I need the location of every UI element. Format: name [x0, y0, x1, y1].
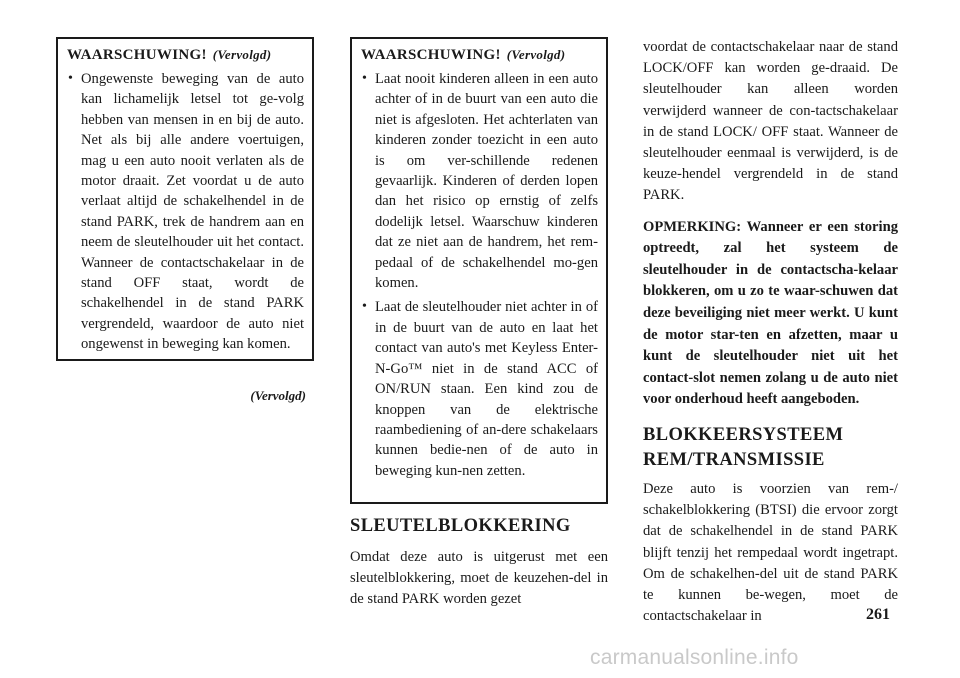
warning-subtitle: (Vervolgd)	[212, 47, 272, 62]
warning-box-1	[56, 37, 314, 361]
bullet-icon: •	[362, 71, 367, 86]
heading-line-1: BLOKKEERSYSTEEM	[643, 424, 844, 445]
warning-title	[361, 45, 598, 65]
warning-bullet-text: Laat de sleutelhouder niet achter in of in de buurt van de auto en laat het contact van auto's met Keyless Enter-N-Go™ niet in de stand ACC of ON/RUN staan. Een kind zou de knoppen van de elektrische raambediening of an-dere schakelaars kunnen bedie-nen of de auto in beweging kun-nen zetten.	[375, 299, 598, 479]
heading-line-2: REM/TRANSMISSIE	[643, 449, 825, 470]
warning-subtitle: (Vervolgd)	[506, 47, 566, 62]
note-paragraph: OPMERKING: Wanneer er een storing optreedt, zal het systeem de sleutelhouder in de contactscha-kelaar blokkeren, om u zo te waar-schuwen dat deze beveiliging niet meer werkt. U kunt de motor star-ten en afzetten, maar u kunt de sleutelhouder niet uit het contact-slot nemen zolang u de auto niet voor onderhoud heeft aangeboden.	[643, 218, 898, 408]
bullet-icon: •	[362, 299, 367, 315]
bullet-icon: •	[68, 71, 73, 86]
warning-bullet	[361, 69, 598, 293]
body-paragraph: voordat de contactschakelaar naar de stand LOCK/OFF kan worden ge-draaid. De sleutelhouder kan alleen worden verwijderd wanneer de con-tactschakelaar in de stand LOCK/ OFF staat. Wanneer de sleutelhouder eenmaal is verwijderd, is de keuze-hendel vergrendeld in de stand PARK.	[643, 39, 898, 204]
warning-bullet	[361, 297, 598, 481]
warning-bullet-text: Ongewenste beweging van de auto kan lichamelijk letsel tot ge-volg hebben van mensen in en bij de auto. Net als bij alle andere voertuigen, mag u een auto nooit verlaten als de motor draait. Zet voordat u de auto verlaat altijd de schakelhendel in de stand PARK, trek de handrem aan en neem de sleutelhouder uit het contact. Wanneer de contactschakelaar in de stand OFF staat, wordt de schakelhendel in de stand PARK vergrendeld, waardoor de auto niet ongewenst in beweging kan komen.	[81, 71, 304, 353]
section-heading	[643, 423, 898, 473]
section-sleutelblokkering	[350, 514, 608, 611]
page-number: 261	[866, 606, 890, 623]
warning-box-2	[350, 37, 608, 504]
warning-bullet-text: Laat nooit kinderen alleen in een auto achter of in de buurt van een auto die niet is afgesloten. Het achterlaten van kinderen zonder toezicht in een auto is om ver-schillende redenen gevaarlijk. Kinderen of derden lopen dan het risico op ernstig of zelfs dodelijk letsel. Waarschuw kinderen dat ze niet aan de handrem, het rem-pedaal of de schakelhendel mo-gen komen.	[375, 71, 598, 292]
column-3	[643, 37, 898, 627]
section-heading: SLEUTELBLOKKERING	[350, 516, 571, 536]
warning-title-text: WAARSCHUWING!	[361, 47, 501, 63]
warning-title-text: WAARSCHUWING!	[67, 47, 207, 63]
section-paragraph: Omdat deze auto is uitgerust met een sleutelblokkering, moet de keuzehen-del in de stand PARK worden gezet	[350, 549, 608, 608]
watermark: carmanualsonline.info	[590, 646, 799, 669]
body-paragraph: Deze auto is voorzien van rem-/ schakelblokkering (BTSI) die ervoor zorgt dat de schakelhendel in de stand PARK blijft tenzij het rempedaal wordt ingetrapt. Om de schakelhen-del uit de stand PARK te kunnen be-wegen, moet de contactschakelaar in	[643, 480, 898, 625]
warning-bullet	[67, 69, 304, 355]
warning-title	[67, 45, 304, 65]
continued-label: (Vervolgd)	[250, 388, 306, 403]
